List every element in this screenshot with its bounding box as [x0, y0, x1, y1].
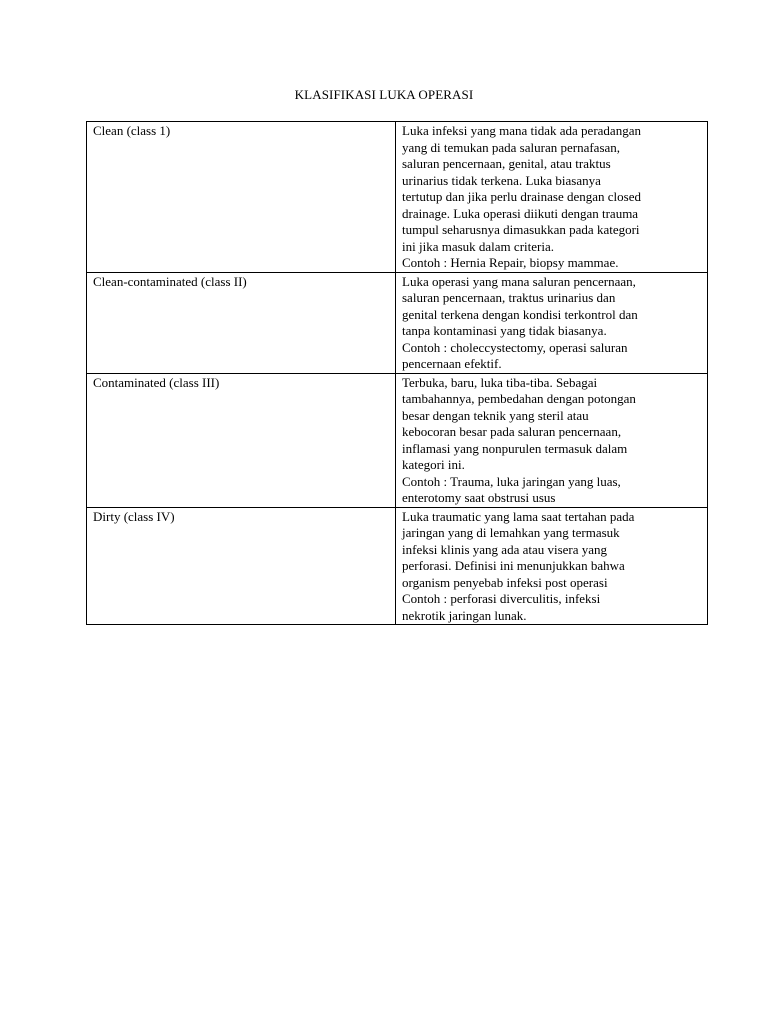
description-line: kategori ini. [402, 457, 465, 472]
class-cell: Dirty (class IV) [87, 507, 396, 625]
class-cell: Clean-contaminated (class II) [87, 272, 396, 373]
table-row [87, 373, 708, 507]
class-cell: Clean (class 1) [87, 122, 396, 273]
description-cell [396, 122, 708, 273]
example-line: nekrotik jaringan lunak. [402, 607, 527, 623]
description-line: organism penyebab infeksi post operasi [402, 574, 608, 590]
class-cell: Contaminated (class III) [87, 373, 396, 507]
description-line: Luka traumatic yang lama saat tertahan pada [402, 508, 635, 524]
table-row [87, 272, 708, 373]
example-line: enterotomy saat obstrusi usus [402, 490, 556, 505]
example-line: Contoh : choleccystectomy, operasi saluran [402, 339, 628, 355]
description-cell [396, 272, 708, 373]
description-line: tanpa kontaminasi yang tidak biasanya. [402, 323, 607, 338]
description-line: inflamasi yang nonpurulen termasuk dalam [402, 440, 628, 456]
table-row [87, 122, 708, 273]
wound-classification-table [86, 121, 708, 625]
description-line: genital terkena dengan kondisi terkontrol dan [402, 306, 638, 322]
example-line: Contoh : perforasi diverculitis, infeksi [402, 591, 601, 606]
example-line: Contoh : Trauma, luka jaringan yang luas, [402, 473, 621, 489]
description-cell [396, 507, 708, 625]
description-line: yang di temukan pada saluran pernafasan, [402, 139, 621, 155]
description-line: urinarius tidak terkena. Luka biasanya [402, 172, 601, 188]
table-row [87, 507, 708, 625]
description-line: Luka operasi yang mana saluran pencernaan, [402, 273, 636, 289]
description-line: besar dengan teknik yang steril atau [402, 407, 589, 423]
description-line: saluran pencernaan, genital, atau traktus [402, 156, 611, 171]
description-line: perforasi. Definisi ini menunjukkan bahwa [402, 558, 625, 573]
description-line: tambahannya, pembedahan dengan potongan [402, 391, 636, 406]
description-line: ini jika masuk dalam criteria. [402, 238, 554, 254]
description-line: tumpul seharusnya dimasukkan pada kategori [402, 222, 640, 237]
description-line: infeksi klinis yang ada atau visera yang [402, 541, 608, 557]
description-line: saluran pencernaan, traktus urinarius dan [402, 290, 616, 305]
description-line: Luka infeksi yang mana tidak ada peradangan [402, 123, 641, 138]
description-line: jaringan yang di lemahkan yang termasuk [402, 525, 620, 540]
example-line: Contoh : Hernia Repair, biopsy mammae. [402, 255, 619, 270]
description-line: tertutup dan jika perlu drainase dengan closed [402, 189, 641, 204]
description-cell [396, 373, 708, 507]
description-line: Terbuka, baru, luka tiba-tiba. Sebagai [402, 374, 598, 390]
example-line: pencernaan efektif. [402, 356, 502, 371]
document-title: KLASIFIKASI LUKA OPERASI [294, 87, 474, 102]
description-line: kebocoran besar pada saluran pencernaan, [402, 424, 622, 439]
description-line: drainage. Luka operasi diikuti dengan trauma [402, 205, 639, 221]
